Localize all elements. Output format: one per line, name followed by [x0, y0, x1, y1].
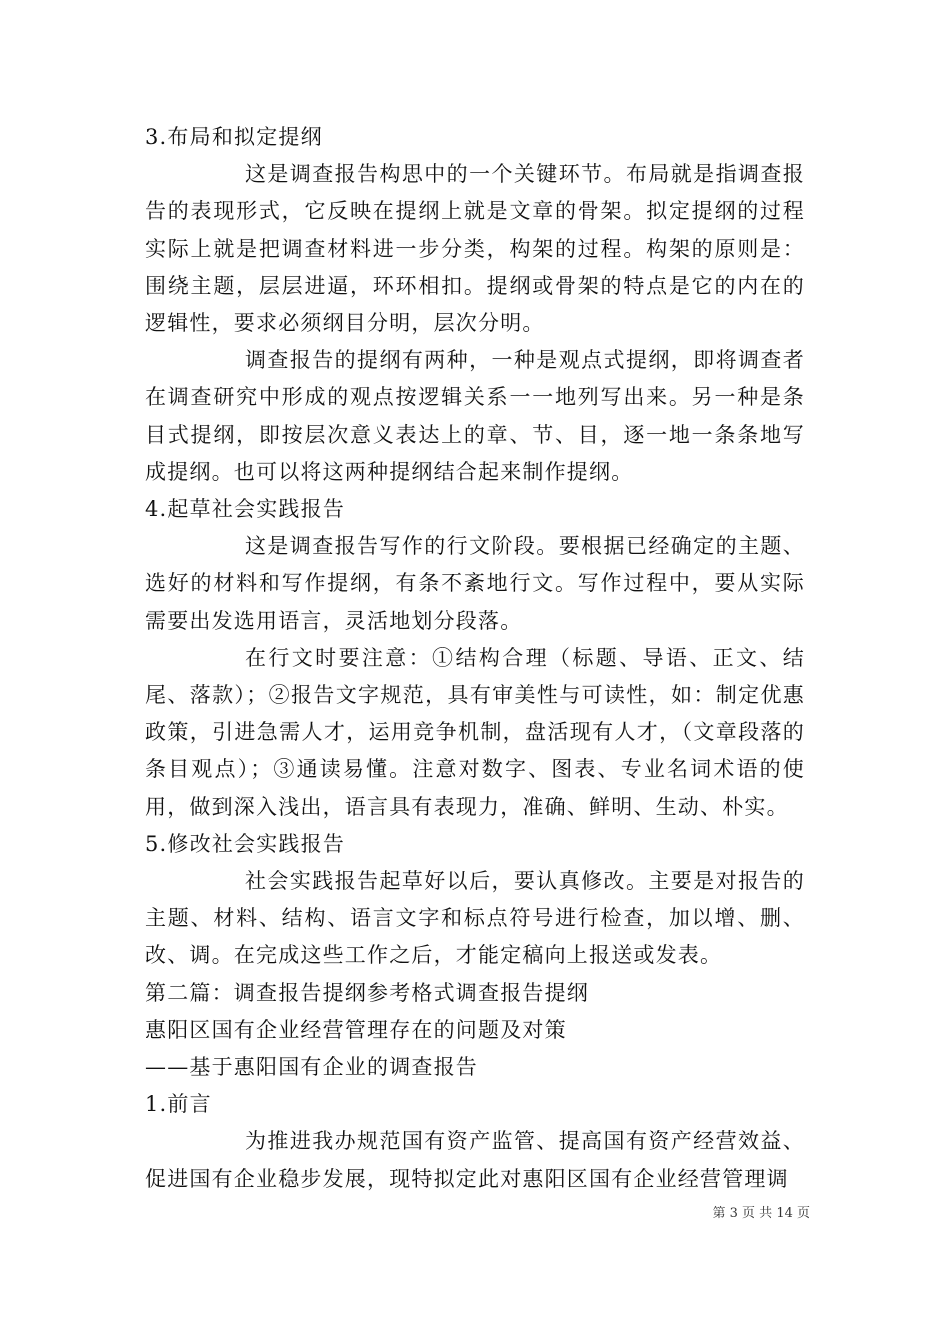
- section-heading-preface: 1.前言: [145, 1092, 212, 1117]
- report-title: 惠阳区国有企业经营管理存在的问题及对策: [145, 1017, 567, 1042]
- section-heading-layout: 3.布局和拟定提纲: [145, 125, 323, 149]
- page-number-footer: 第 3 页 共 14 页: [712, 1206, 810, 1221]
- section-heading-drafting: 4.起草社会实践报告: [145, 497, 346, 522]
- report-subtitle: ——基于惠阳国有企业的调查报告: [145, 1055, 478, 1080]
- section-heading-revision: 5.修改社会实践报告: [145, 831, 346, 856]
- paragraph-drafting-notes: 在行文时要注意：①结构合理（标题、导语、正文、结尾、落款）；②报告文字规范，具有审美性与可读性，如：制定优惠政策，引进急需人才，运用竞争机制，盘活现有人才，（文章段落的条目观点）；③通读易懂。注意对数字、图表、专业名词术语的使用，做到深入浅出，语言具有表现力，准确、鲜明、生动、朴实。: [145, 645, 805, 819]
- paragraph-preface: 为推进我办规范国有资产监管、提高国有资产经营效益、促进国有企业稳步发展，现特拟定此对惠阳区国有企业经营管理调: [145, 1129, 805, 1191]
- paragraph-revision: 社会实践报告起草好以后，要认真修改。主要是对报告的主题、材料、结构、语言文字和标点符号进行检查，加以增、删、改、调。在完成这些工作之后，才能定稿向上报送或发表。: [145, 869, 805, 968]
- paragraph-outline-types: 调查报告的提纲有两种，一种是观点式提纲，即将调查者在调查研究中形成的观点按逻辑关系一一地列写出来。另一种是条目式提纲，即按层次意义表达上的章、节、目，逐一地一条条地写成提纲。也可以将这两种提纲结合起来制作提纲。: [145, 348, 805, 484]
- document-body: [145, 119, 805, 1198]
- paragraph-layout-description: 这是调查报告构思中的一个关键环节。布局就是指调查报告的表现形式，它反映在提纲上就是文章的骨架。拟定提纲的过程实际上就是把调查材料进一步分类，构架的过程。构架的原则是：围绕主题，层层进逼，环环相扣。提纲或骨架的特点是它的内在的逻辑性，要求必须纲目分明，层次分明。: [145, 162, 805, 336]
- paragraph-drafting-stage: 这是调查报告写作的行文阶段。要根据已经确定的主题、选好的材料和写作提纲，有条不紊地行文。写作过程中，要从实际需要出发选用语言，灵活地划分段落。: [145, 534, 805, 633]
- chapter-heading-part-two: 第二篇：调查报告提纲参考格式调查报告提纲: [145, 980, 589, 1005]
